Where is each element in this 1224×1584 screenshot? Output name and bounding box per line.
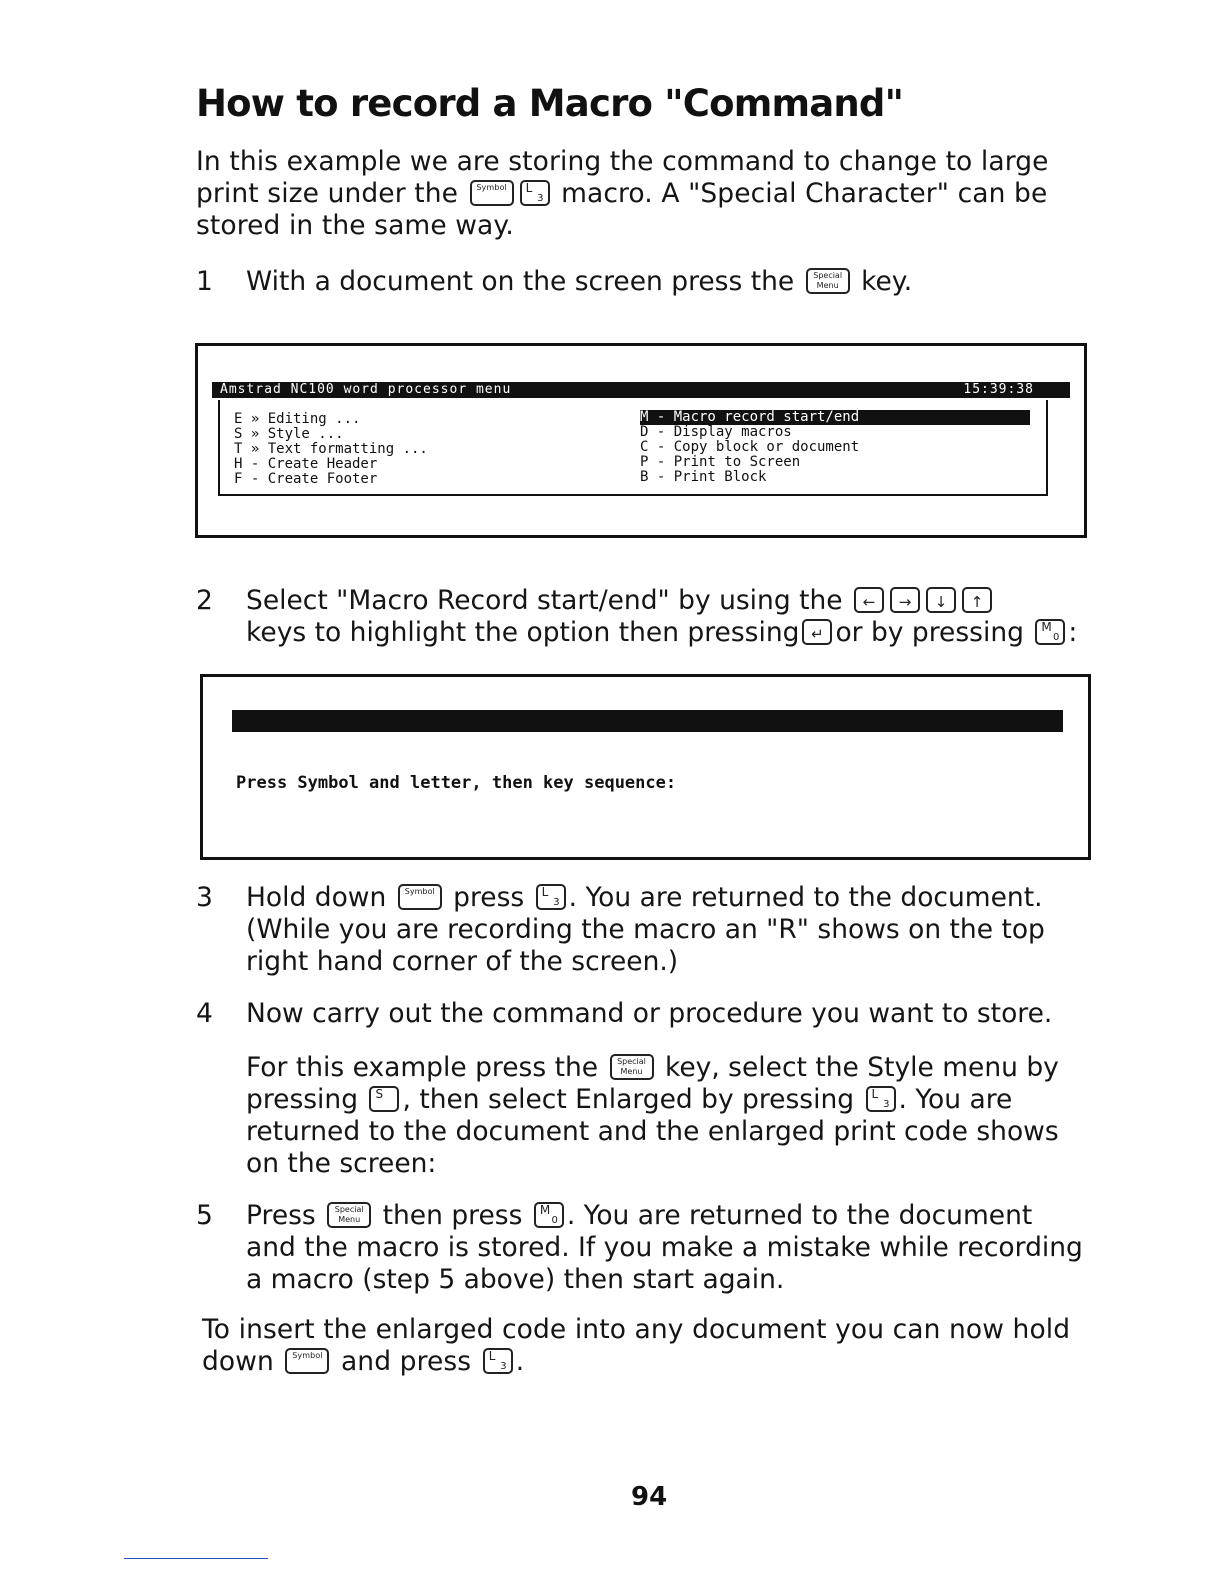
clock: 15:39:38: [963, 382, 1034, 397]
menu-title: Amstrad NC100 word processor menu: [220, 382, 512, 397]
step-text: Select "Macro Record start/end" by using the: [246, 585, 843, 616]
prompt-screen-image: [200, 674, 1091, 860]
menu-screen-image: [195, 343, 1087, 538]
intro-paragraph: [196, 146, 1086, 242]
step-number: 5: [196, 1200, 213, 1231]
menu-key-icon: Special Menu: [806, 268, 850, 294]
step-text: . You are returned to the document. (While you are recording the macro an "R" shows on the top right hand corner of the screen.): [246, 882, 1045, 977]
symbol-key-icon: Symbol: [398, 884, 442, 910]
screen-status-bar: [232, 710, 1063, 732]
menu-item-create-header: H - Create Header: [234, 456, 378, 472]
step-number: 4: [196, 998, 213, 1029]
step-number: 2: [196, 585, 213, 616]
step-text: keys to highlight the option then pressing: [246, 617, 800, 648]
intro-text-2: macro. A "Special Character" can be stored in the same way.: [196, 178, 1048, 241]
step-text: With a document on the screen press the: [246, 266, 795, 297]
menu-item-create-footer: F - Create Footer: [234, 471, 378, 487]
menu-item-style: S » Style ...: [234, 426, 344, 442]
page-number: 94: [631, 1482, 668, 1512]
s-key-icon: S: [369, 1086, 399, 1112]
intro-text-1: In this example we are storing the command to change to large print size under the: [196, 146, 1049, 209]
menu-item-print-block: B - Print Block: [640, 469, 767, 485]
step-text: or by pressing: [835, 617, 1024, 648]
word-left-key-icon: ←: [854, 587, 884, 613]
closing-text: To insert the enlarged code into any document you can now hold down: [202, 1314, 1071, 1377]
menu-key-icon: Special Menu: [327, 1202, 371, 1228]
menu-item-copy-block: C - Copy block or document: [640, 439, 860, 455]
step-3: [196, 882, 1088, 978]
menu-item-editing: E » Editing ...: [234, 411, 361, 427]
diary-down-key-icon: ↓: [926, 587, 956, 613]
step-text: Hold down: [246, 882, 387, 913]
step-text: key.: [861, 266, 913, 297]
menu-panel: [218, 400, 1048, 496]
calc-right-key-icon: →: [890, 587, 920, 613]
closing-paragraph: To insert the enlarged code into any document you can now hold down Symbol and press L 3 .: [202, 1314, 1071, 1377]
m-key-icon: M 0: [534, 1202, 564, 1228]
menu-item-text-formatting: T » Text formatting ...: [234, 441, 428, 457]
step-subtext: , then select Enlarged by pressing: [402, 1084, 855, 1115]
l-key-icon: L 3: [520, 180, 550, 206]
footer-rule: [124, 1558, 268, 1559]
step-4: [196, 998, 1088, 1180]
l-key-icon: L 3: [866, 1086, 896, 1112]
menu-item-display-macros: D - Display macros: [640, 424, 792, 440]
m-key-icon: M 0: [1035, 619, 1065, 645]
symbol-key-icon: Symbol: [470, 180, 514, 206]
step-text: then press: [382, 1200, 523, 1231]
step-text: Now carry out the command or procedure you want to store.: [246, 998, 1053, 1029]
closing-text: and press: [340, 1346, 472, 1377]
up-key-icon: ↑: [962, 587, 992, 613]
step-subtext: . You are returned to the document and the enlarged print code shows on the screen:: [246, 1084, 1059, 1179]
menu-item-macro-record: M - Macro record start/end: [640, 410, 1030, 425]
return-key-icon: ↵: [802, 619, 832, 645]
menu-key-icon: Special Menu: [610, 1054, 654, 1080]
step-number: 1: [196, 266, 213, 297]
step-subtext: key, select the Style menu by pressing: [246, 1052, 1059, 1115]
l-key-icon: L 3: [536, 884, 566, 910]
step-1: [196, 266, 1088, 298]
step-text: . You are returned to the document and the macro is stored. If you make a mistake while recording a macro (step 5 above) then start again.: [246, 1200, 1083, 1295]
page-title: How to record a Macro "Command": [196, 82, 904, 125]
symbol-key-icon: Symbol: [285, 1348, 329, 1374]
menu-item-print-to-screen: P - Print to Screen: [640, 454, 801, 470]
screen-prompt: Press Symbol and letter, then key sequence:: [236, 773, 677, 793]
step-subtext: For this example press the: [246, 1052, 599, 1083]
menu-right-column: [640, 410, 1030, 485]
step-text: press: [453, 882, 525, 913]
step-2: 2 Select "Macro Record start/end" by using the ← → ↓ ↑ keys to highlight the option then pressing ↵ or by pressing M 0 :: [196, 585, 1078, 648]
menu-left-column: [234, 412, 428, 487]
step-text: Press: [246, 1200, 316, 1231]
step-number: 3: [196, 882, 213, 913]
menu-title-bar: [212, 382, 1070, 398]
l-key-icon: L 3: [483, 1348, 513, 1374]
step-5: [196, 1200, 1088, 1296]
